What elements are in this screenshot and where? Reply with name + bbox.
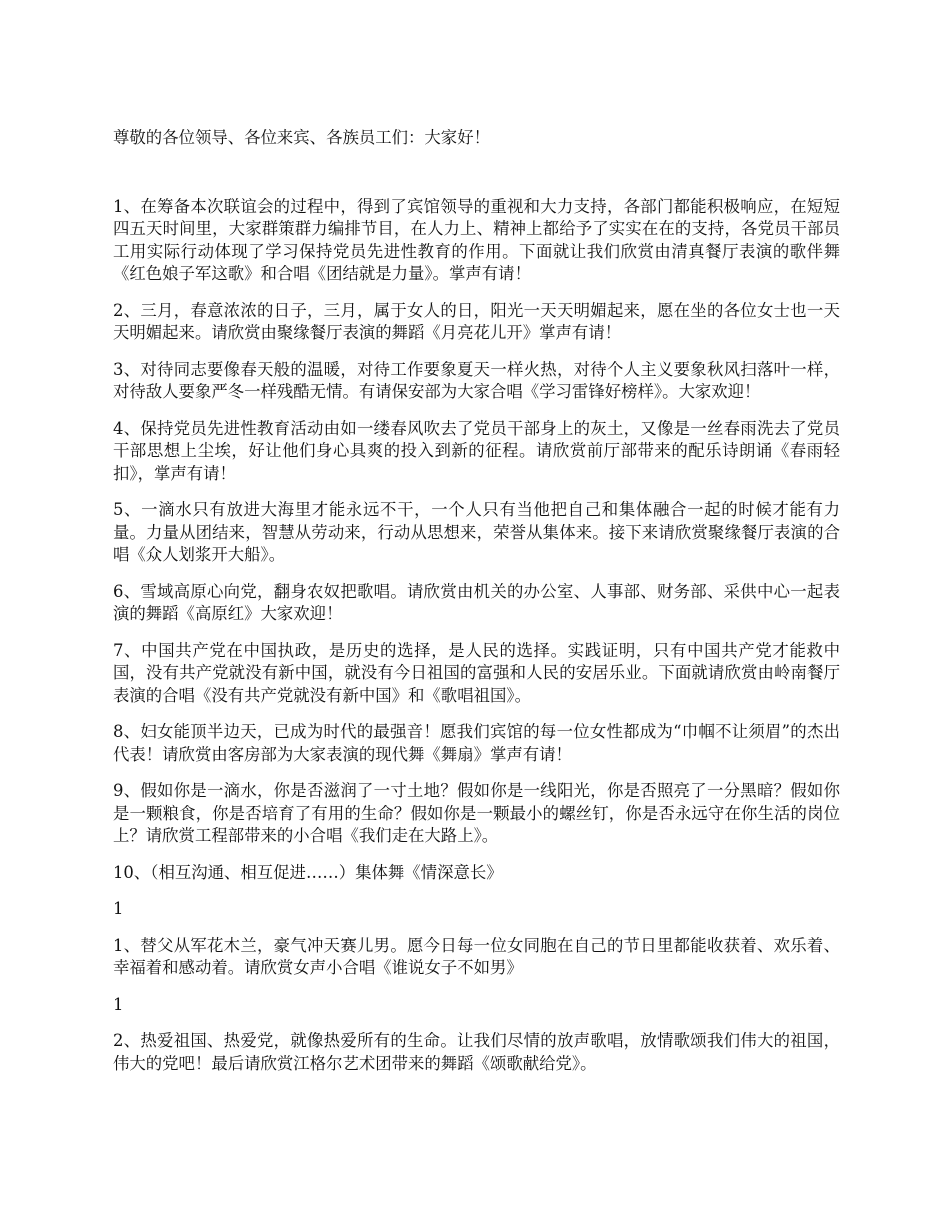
paragraph-12: 2、热爱祖国、热爱党，就像热爱所有的生命。让我们尽情的放声歌唱，放情歌颂我们伟大的祖国，伟大的党吧！最后请欣赏江格尔艺术团带来的舞蹈《颂歌献给党》。 <box>113 1031 840 1073</box>
paragraph-7: 7、中国共产党在中国执政，是历史的选择，是人民的选择。实践证明，只有中国共产党才能救中国，没有共产党就没有新中国，就没有今日祖国的富强和人民的安居乐业。下面就请欣赏由岭南餐厅表演的合唱《没有共产党就没有新中国》和《歌唱祖国》。 <box>113 640 840 705</box>
paragraph-5: 5、一滴水只有放进大海里才能永远不干，一个人只有当他把自己和集体融合一起的时候才能有力量。力量从团结来，智慧从劳动来，行动从思想来，荣誉从集体来。接下来请欣赏聚缘餐厅表演的合唱《众人划浆开大船》。 <box>113 500 840 564</box>
paragraph-11: 1、替父从军花木兰，豪气冲天赛儿男。愿今日每一位女同胞在自己的节日里都能收获着、欢乐着、幸福着和感动着。请欣赏女声小合唱《谁说女子不如男》 <box>113 935 840 977</box>
paragraph-6: 6、雪域高原心向党，翻身农奴把歌唱。请欣赏由机关的办公室、人事部、财务部、采供中心一起表演的舞蹈《高原红》大家欢迎！ <box>113 581 840 623</box>
paragraph-9: 9、假如你是一滴水，你是否滋润了一寸土地？假如你是一线阳光，你是否照亮了一分黑暗？假如你是一颗粮食，你是否培育了有用的生命？假如你是一颗最小的螺丝钉，你是否永远守在你生活的岗位上？请欣赏工程部带来的小合唱《我们走在大路上》。 <box>113 781 840 845</box>
greeting-line: 尊敬的各位领导、各位来宾、各族员工们：大家好！ <box>113 128 490 147</box>
section-number: 1 <box>113 899 124 918</box>
paragraph-8: 8、妇女能顶半边天，已成为时代的最强音！愿我们宾馆的每一位女性都成为“巾帼不让须眉”的杰出代表！请欣赏由客房部为大家表演的现代舞《舞扇》掌声有请！ <box>113 722 840 764</box>
paragraph-3: 3、对待同志要像春天般的温暖，对待工作要象夏天一样火热，对待个人主义要象秋风扫落叶一样，对待敌人要象严冬一样残酷无情。有请保安部为大家合唱《学习雷锋好榜样》。大家欢迎！ <box>113 359 840 401</box>
paragraph-4: 4、保持党员先进性教育活动由如一缕春风吹去了党员干部身上的灰土，又像是一丝春雨洗去了党员干部思想上尘埃，好让他们身心具爽的投入到新的征程。请欣赏前厅部带来的配乐诗朗诵《春雨轻扣》，掌声有请！ <box>113 418 840 483</box>
paragraph-2: 2、三月，春意浓浓的日子，三月，属于女人的日，阳光一天天明媚起来，愿在坐的各位女士也一天天明媚起来。请欣赏由聚缘餐厅表演的舞蹈《月亮花儿开》掌声有请！ <box>113 300 840 342</box>
section-number: 1 <box>113 994 124 1014</box>
paragraph-1: 1、在筹备本次联谊会的过程中，得到了宾馆领导的重视和大力支持，各部门都能积极响应，在短短四五天时间里，大家群策群力编排节目，在人力上、精神上都给予了实实在在的支持，各党员干部员工用实际行动体现了学习保持党员先进性教育的作用。下面就让我们欣赏由清真餐厅表演的歌伴舞《红色娘子军这歌》和合唱《团结就是力量》。掌声有请！ <box>113 196 840 283</box>
paragraph-10: 10、（相互沟通、相互促进……）集体舞《情深意长》 <box>113 862 503 882</box>
document-body <box>113 127 840 1089</box>
